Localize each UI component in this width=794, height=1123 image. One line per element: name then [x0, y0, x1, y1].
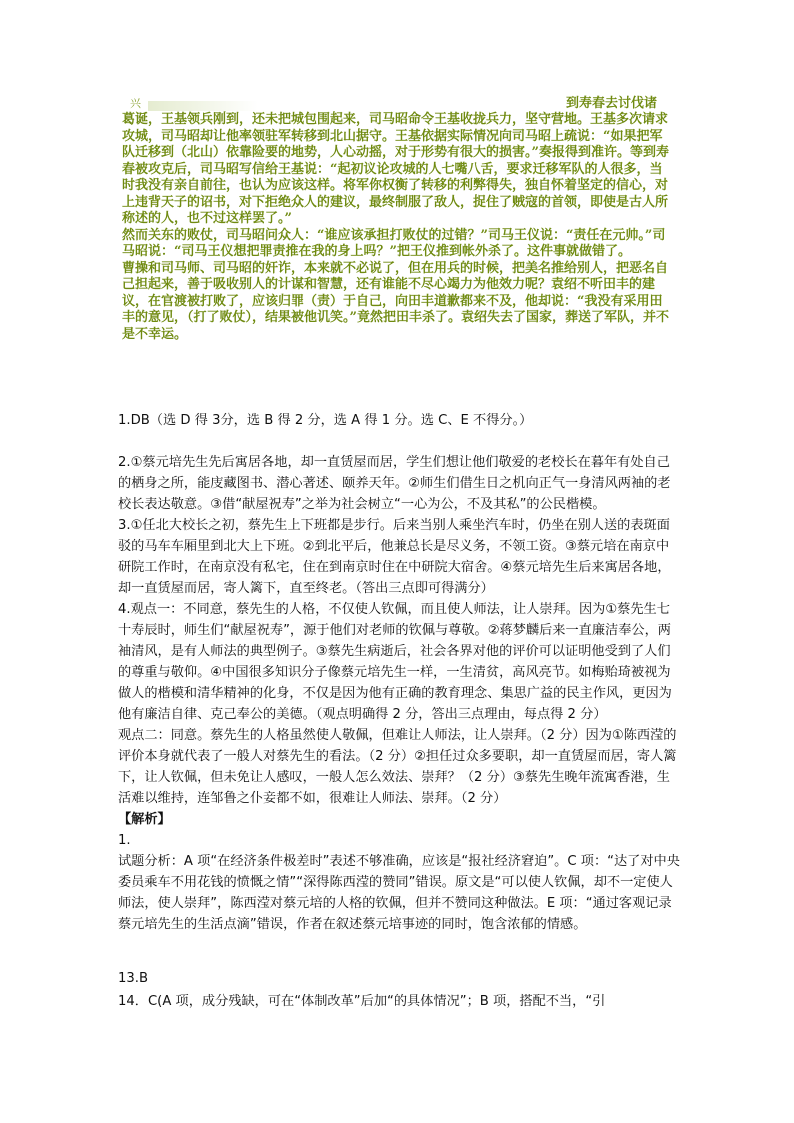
watermark-logo-fragment: 兴 [130, 97, 141, 110]
image-paragraph-3: 曹操和司马师、司马昭的奸诈，本来就不必说了，但在用兵的时候，把美名推给别人，把恶名自己担起来，善于吸收别人的计谋和智慧，还有谁能不尽心竭力为他效力呢？袁绍不听田丰的建议，在官渡被打败了，应该归罪（责）于自己，向田丰道歉都来不及，他却说：“我没有采用田丰的意见，（打了败仗），结果被他讥笑。”竟然把田丰杀了。袁绍失去了国家，葬送了军队，并不是不幸运。 [122, 260, 669, 342]
answer-q2: 2.①蔡元培先生先后寓居各地，却一直赁屋而居，学生们想让他们敬爱的老校长在暮年有处自己的栖身之所，能庋藏图书、潜心著述、颐养天年。②师生们借生日之机向正气一身清风两袖的老校长表达敬意。③借“献屋祝寿”之举为社会树立“一心为公，不及其私”的公民楷模。 [118, 455, 671, 512]
analysis-text: 试题分析：A 项“在经济条件极差时”表述不够准确，应该是“报社经济窘迫”。C 项：“达了对中央委员乘车不用花钱的愤慨之情”“深得陈西滢的赞同”错误。原文是“可以使人钦佩，却不一定使人师法，使人崇拜”，陈西滢对蔡元培的人格的钦佩，但并不赞同这种做法。E 项：“通过客观记录蔡元培先生的生活点滴”错误，作者在叙述蔡元培事迹的同时，饱含浓郁的情感。 [118, 854, 680, 932]
image-header [122, 96, 672, 112]
image-paragraph-1: 葛诞，王基领兵刚到，还未把城包围起来，司马昭命令王基收拢兵力，坚守营地。王基多次请求攻城，司马昭却让他率领驻军转移到北山据守。王基依据实际情况向司马昭上疏说：“如果把军队迁移到（北山）依靠险要的地势，人心动摇，对于形势有很大的损害。”奏报得到准许。等到寿春被攻克后，司马昭写信给王基说：“起初议论攻城的人七嘴八舌，要求迁移军队的人很多，当时我没有亲自前往，也认为应该这样。将军你权衡了转移的利弊得失，独自怀着坚定的信心，对上违背天子的诏书，对下拒绝众人的建议，最终制服了敌人，捉住了贼寇的首领，即使是古人所称述的人，也不过这样罢了。” [122, 112, 669, 226]
image-paragraph-2: 然而关东的败仗，司马昭问众人：“谁应该承担打败仗的过错？”司马王仪说：“责任在元帅。”司马昭说：“司马王仪想把罪责推在我的身上吗？”把王仪推到帐外杀了。这件事就做错了。 [122, 227, 666, 259]
answer-1 [118, 410, 680, 431]
answer-q14: 14．C(A 项，成分残缺，可在“体制改革”后加“的具体情况”；B 项，搭配不当，“引 [118, 994, 606, 1009]
answer-q13: 13.B [118, 971, 149, 986]
green-text-image [122, 96, 672, 343]
answer-block-main [118, 452, 680, 935]
answer-q1: 1.DB（选 D 得 3分，选 B 得 2 分，选 A 得 1 分。选 C、E 不得分。） [118, 413, 533, 428]
answer-q4-view1: 4.观点一：不同意，蔡先生的人格，不仅使人钦佩，而且使人师法，让人崇拜。因为①蔡先生七十寿辰时，师生们“献屋祝寿”，源于他们对老师的钦佩与尊敬。②蒋梦麟后来一直廉洁奉公，两袖清风，是有人师法的典型例子。③蔡先生病逝后，社会各界对他的评价可以证明他受到了人们的尊重与敬仰。④中国很多知识分子像蔡元培先生一样，一生清贫，高风亮节。如梅贻琦被视为做人的楷模和清华精神的化身，不仅是因为他有正确的教育理念、集思广益的民主作风，更因为他有廉洁自律、克己奉公的美德。（观点明确得 2 分，答出三点理由，每点得 2 分） [118, 602, 672, 722]
answer-q4-view2: 观点二：同意。蔡先生的人格虽然使人敬佩，但难让人师法，让人崇拜。（2 分）因为①陈西滢的评价本身就代表了一般人对蔡先生的看法。（2 分）②担任过众多要职，却一直赁屋而居，寄人篱下，让人钦佩，但未免让人感叹，一般人怎么效法、崇拜？（2 分）③蔡先生晚年流寓香港，生活难以维持，连邹鲁之仆妾都不如，很难让人师法、崇拜。（2 分） [118, 728, 677, 806]
answer-tail [118, 968, 680, 1012]
image-header-text: 到寿春去讨伐诸 [566, 96, 658, 111]
answer-q3: 3.①任北大校长之初，蔡先生上下班都是步行。后来当别人乘坐汽车时，仍坐在别人送的表斑面驳的马车车厢里到北大上下班。②到北平后，他兼总长是尽义务，不领工资。③蔡元培在南京中研院工作时，在南京没有私宅，住在到南京时住在中研院大宿舍。④蔡元培先生后来寓居各地，却一直赁屋而居，寄人篱下，直至终老。（答出三点即可得满分） [118, 518, 671, 596]
analysis-number: 1. [118, 833, 131, 848]
watermark-blur [148, 101, 258, 111]
analysis-heading: 【解析】 [118, 812, 171, 827]
